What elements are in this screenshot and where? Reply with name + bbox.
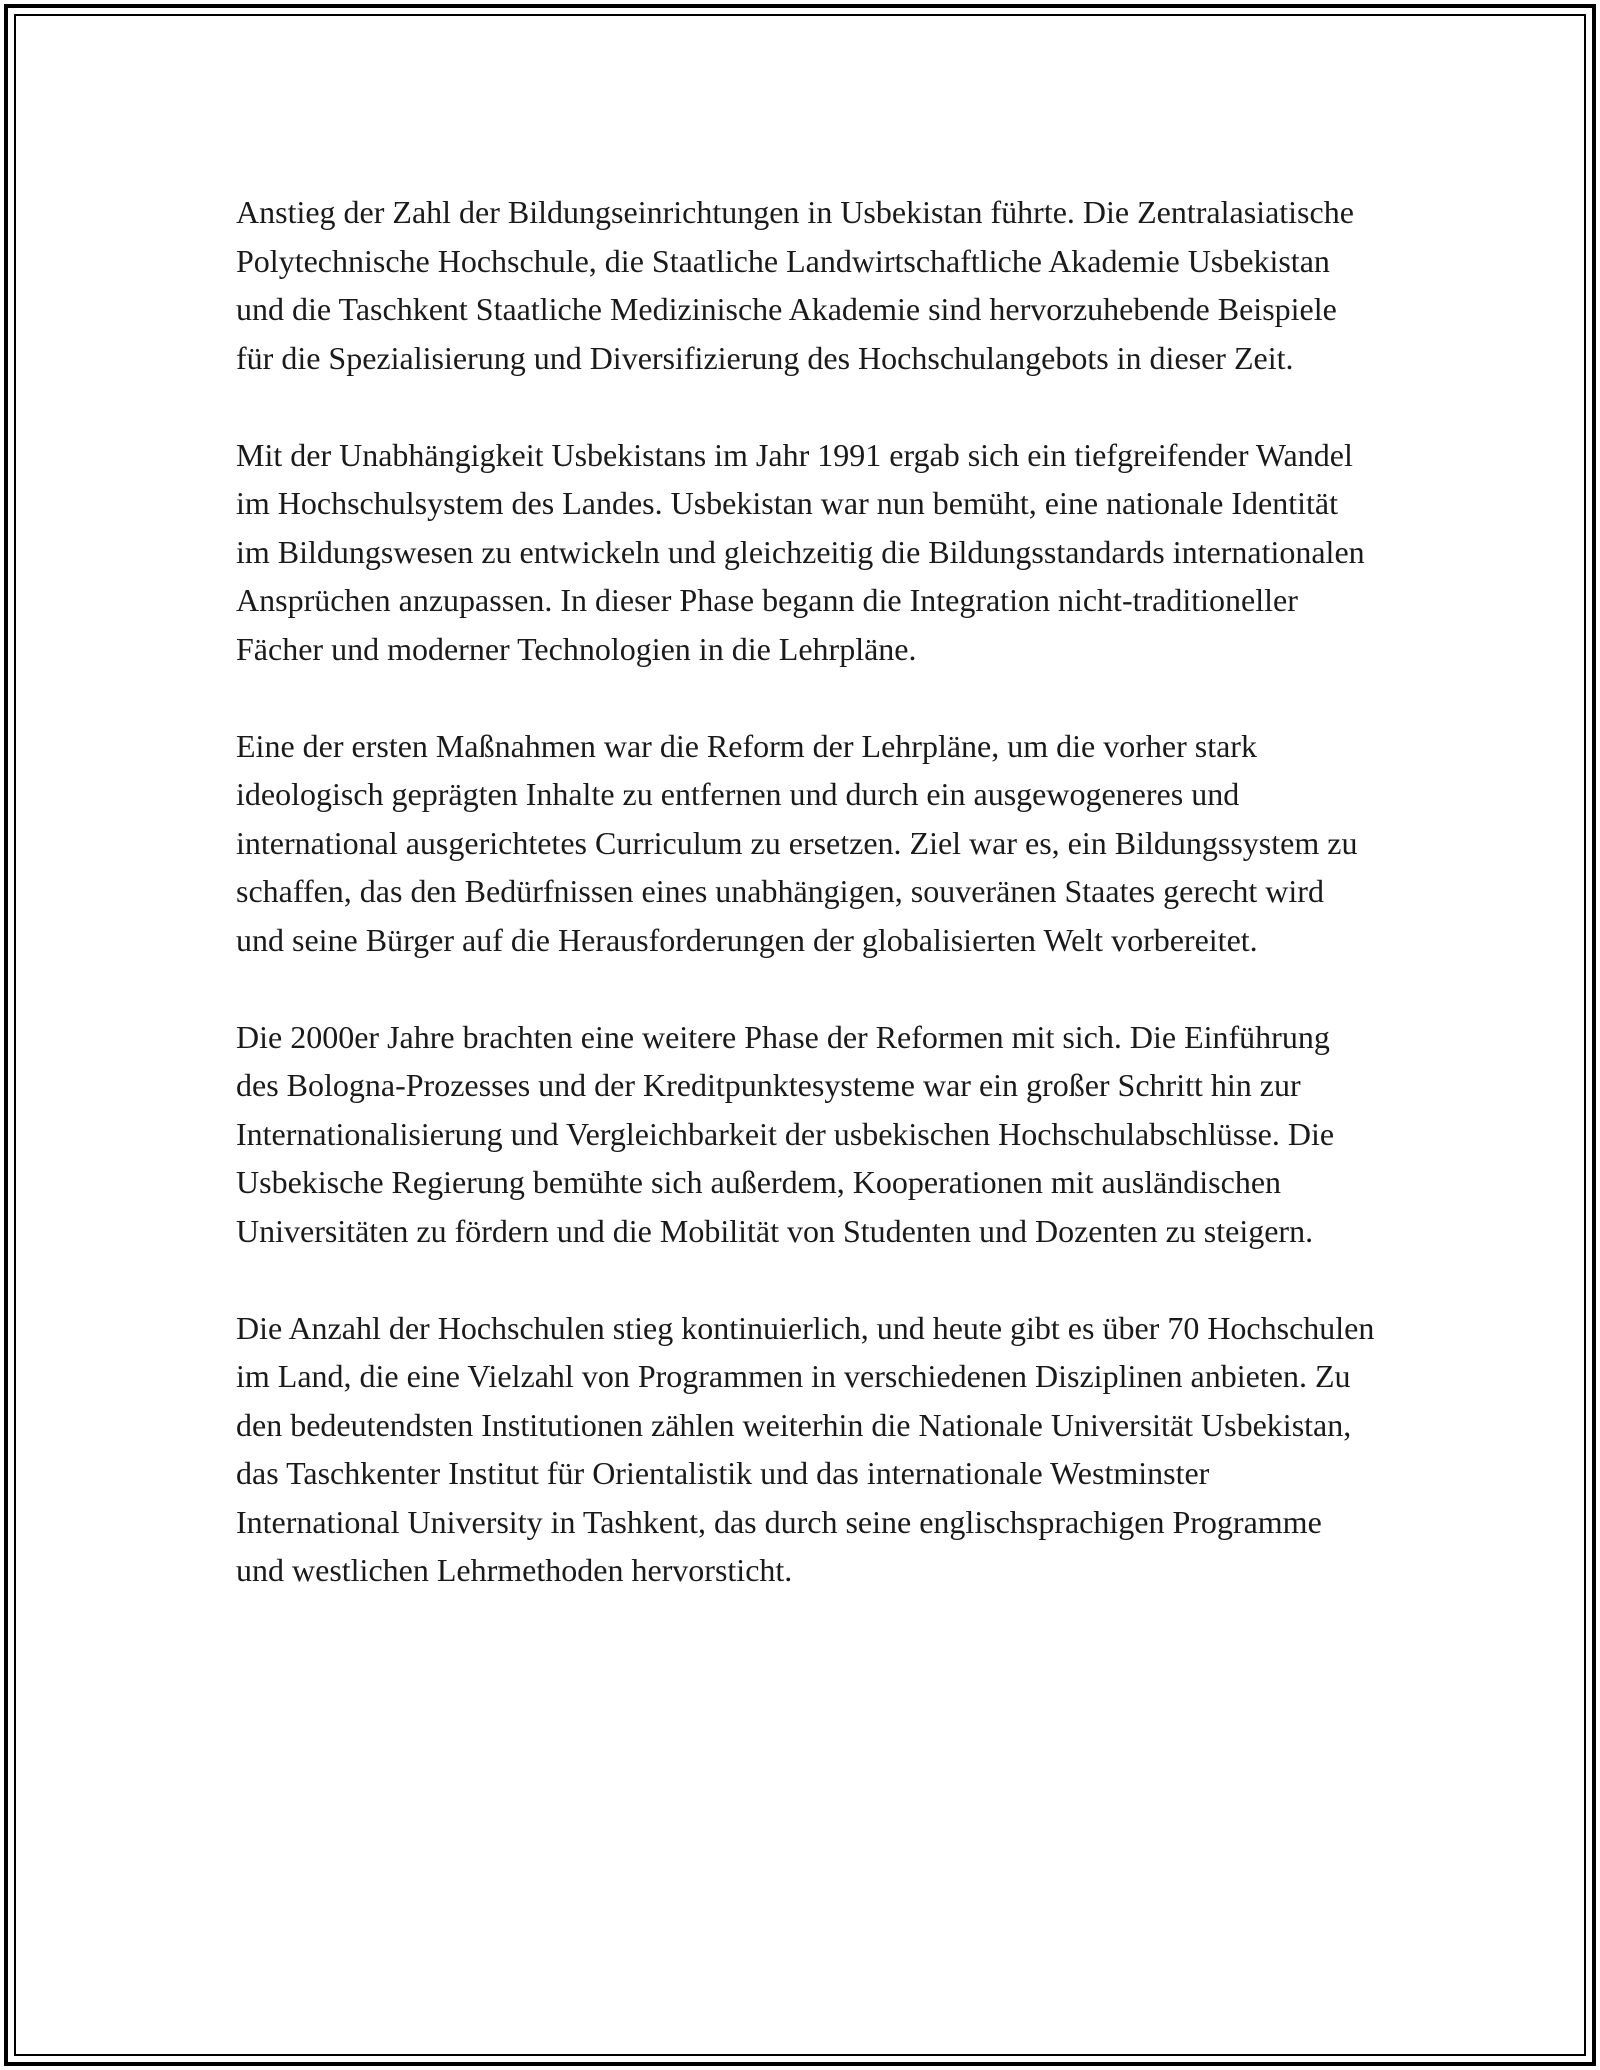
paragraph-2: Mit der Unabhängigkeit Usbekistans im Jahr 1991 ergab sich ein tiefgreifender Wandel im Hochschulsystem des Landes. Usbekistan war nun bemüht, eine nationale Identität im Bildungswesen zu entwickeln und gleichzeitig die Bildungsstandards internationalen Ansprüchen anzupassen. In dieser Phase begann die Integration nicht-traditioneller Fächer und moderner Technologien in die Lehrpläne. [236, 436, 1365, 667]
document-body [236, 188, 1376, 1595]
paragraph-3: Eine der ersten Maßnahmen war die Reform der Lehrpläne, um die vorher stark ideologisch geprägten Inhalte zu entfernen und durch ein ausgewogeneres und international ausgerichtetes Curriculum zu ersetzen. Ziel war es, ein Bildungssystem zu schaffen, das den Bedürfnissen eines unabhängigen, souveränen Staates gerecht wird und seine Bürger auf die Herausforderungen der globalisierten Welt vorbereitet. [236, 727, 1358, 958]
paragraph-5: Die Anzahl der Hochschulen stieg kontinuierlich, und heute gibt es über 70 Hochschulen im Land, die eine Vielzahl von Programmen in verschiedenen Disziplinen anbieten. Zu den bedeutendsten Institutionen zählen weiterhin die Nationale Universität Usbekistan, das Taschkenter Institut für Orientalistik und das internationale Westminster International University in Tashkent, das durch seine englischsprachigen Programme und westlichen Lehrmethoden hervorsticht. [236, 1309, 1375, 1588]
paragraph-1: Anstieg der Zahl der Bildungseinrichtungen in Usbekistan führte. Die Zentralasiatische Polytechnische Hochschule, die Staatliche Landwirtschaftliche Akademie Usbekistan und die Taschkent Staatliche Medizinische Akademie sind hervorzuhebende Beispiele für die Spezialisierung und Diversifizierung des Hochschulangebots in dieser Zeit. [236, 194, 1354, 376]
paragraph-4: Die 2000er Jahre brachten eine weitere Phase der Reformen mit sich. Die Einführung des Bologna-Prozesses und der Kreditpunktesysteme war ein großer Schritt hin zur Internationalisierung und Vergleichbarkeit der usbekischen Hochschulabschlüsse. Die Usbekische Regierung bemühte sich außerdem, Kooperationen mit ausländischen Universitäten zu fördern und die Mobilität von Studenten und Dozenten zu steigern. [236, 1018, 1335, 1249]
